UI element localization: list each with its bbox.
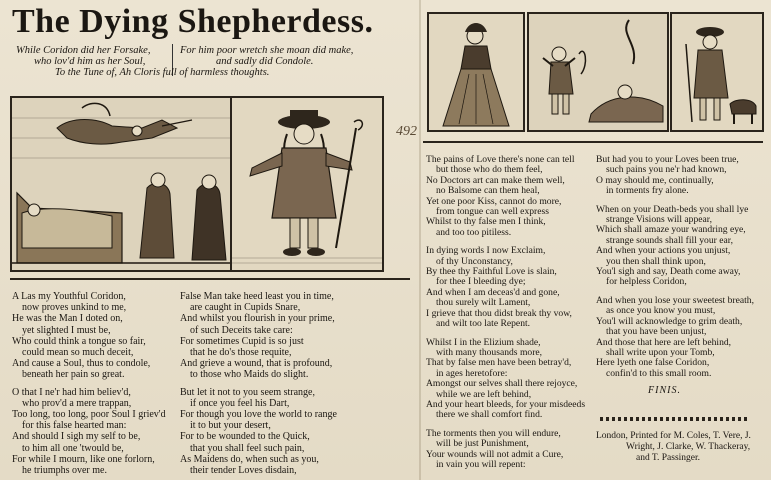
subtitle-left-line-1: While Coridon did her Forsake, <box>16 45 151 56</box>
verse-line: of thy Unconstancy, <box>436 255 513 267</box>
verse-line: shall write upon your Tomb, <box>606 346 715 358</box>
verse-line: no Balsome can them heal, <box>436 185 540 197</box>
ballad-title: The Dying Shepherdess. <box>12 3 374 40</box>
verse-line: That by false men have been betray'd, <box>426 357 572 369</box>
verse-line: while we are left behind, <box>436 388 532 400</box>
verse-line: Here lyeth one false Coridon, <box>596 357 710 369</box>
verse-line: you then shall think upon, <box>606 255 706 267</box>
woodcut-shepherd-with-dog <box>670 12 764 132</box>
printer-imprint <box>596 431 751 464</box>
verse-line: that he do's those requite, <box>190 347 292 359</box>
verse-line: O that I ne'r had him believ'd, <box>12 386 131 398</box>
verse-column-2 <box>180 291 337 476</box>
verse-line: And cause a Soul, thus to condole, <box>12 358 151 370</box>
verse-line: And when your actions you unjust, <box>596 245 731 257</box>
verse-line: strange sounds shall fill your ear, <box>606 234 733 246</box>
verse-line: And when I am deceas'd and gone, <box>426 286 560 298</box>
verse-line: A Las my Youthful Coridon, <box>12 291 126 302</box>
verse-line: and too too pitiless. <box>436 226 512 238</box>
verse-line: And when you lose your sweetest breath, <box>596 294 754 306</box>
imprint-line: and T. Passinger. <box>636 453 701 463</box>
handwritten-number: 492 <box>396 124 417 139</box>
verse-line: that you have been unjust, <box>606 326 707 338</box>
verse-line: For though you love the world to range <box>180 409 337 421</box>
verse-line: for thee I bleeding dye; <box>436 276 526 288</box>
verse-line: beneath her pain so great. <box>22 369 125 381</box>
verse-line: yet slighted I must be, <box>22 324 111 336</box>
imprint-line: Wright, J. Clarke, W. Thackeray, <box>626 442 751 452</box>
verse-line: I grieve that thou didst break thy vow, <box>426 307 572 319</box>
finis-mark: FINIS. <box>648 385 681 396</box>
verse-line: of such Deceits take care: <box>190 324 293 336</box>
verse-line: Whilst I in the Elizium shade, <box>426 336 541 348</box>
verse-line: But had you to your Loves been true, <box>596 154 739 165</box>
verse-line: Too long, too long, poor Soul I griev'd <box>12 409 166 421</box>
verse-line: who prov'd a mere trappan, <box>22 397 132 409</box>
verse-line: Who could think a tongue so fair, <box>12 335 146 347</box>
verse-line: You'l will acknowledge to grim death, <box>596 315 743 327</box>
rule-right-top <box>423 141 763 143</box>
subtitle-right-line-1: For him poor wretch she moan did make, <box>180 45 354 56</box>
verse-line: in vain you will repent: <box>436 458 526 470</box>
verse-line: that you shall feel such pain, <box>190 442 305 454</box>
verse-line: Your wounds will not admit a Cure, <box>426 448 564 460</box>
verse-line: confin'd to this small room. <box>606 367 712 379</box>
rule-left-top <box>10 278 410 280</box>
verse-line: When on your Death-beds you shall lye <box>596 203 749 215</box>
verse-line: By thee thy Faithful Love is slain, <box>426 266 557 278</box>
verse-line: such pains you ne'r had known, <box>606 164 727 176</box>
verse-line: For while I mourn, like one forlorn, <box>12 453 155 465</box>
verse-line: thou surely wilt Lament, <box>436 297 531 309</box>
verse-column-1 <box>12 291 166 476</box>
verse-line: As Maidens do, when such as you, <box>180 453 319 465</box>
verse-line: Whilst to thy false men I think, <box>426 216 546 228</box>
verse-line: in ages heretofore: <box>436 367 508 379</box>
verse-line: as once you know you must, <box>606 305 716 317</box>
verse-line: And whilst you flourish in your prime, <box>180 313 335 325</box>
verse-line: Yet one poor Kiss, cannot do more, <box>426 195 562 207</box>
verse-line: He was the Man I doted on, <box>12 313 123 325</box>
verse-line: And should I sigh my self to be, <box>12 431 141 443</box>
woodcut-man-with-staff <box>230 96 384 272</box>
subtitle-right-line-2: and sadly did Condole. <box>216 56 314 67</box>
verse-line: The torments then you will endure, <box>426 427 561 439</box>
verse-line: No Doctors art can make them well, <box>426 174 565 186</box>
verse-line: from tongue can well express <box>436 206 549 218</box>
imprint-line: London, Printed for M. Coles, T. Vere, J. <box>596 431 751 441</box>
verse-line: In dying words I now Exclaim, <box>426 245 546 257</box>
verse-line: in torments fry alone. <box>606 185 689 197</box>
verse-line: could mean so much deceit, <box>22 347 134 359</box>
verse-line: and wilt too late Repent. <box>436 318 531 330</box>
page-fold-line <box>419 0 421 480</box>
verse-line: but those who do them feel, <box>436 164 543 176</box>
verse-line: O may should me, continually, <box>596 174 714 186</box>
verse-line: are caught in Cupids Snare, <box>190 302 301 314</box>
verse-line: there we shall comfort find. <box>436 409 543 421</box>
verse-line: For sometimes Cupid is so just <box>180 335 304 347</box>
verse-column-4 <box>596 155 754 379</box>
verse-line: And those that here are left behind, <box>596 336 732 348</box>
verse-line: Amongst our selves shall there rejoyce, <box>426 378 578 390</box>
verse-line: now proves unkind to me, <box>22 302 127 314</box>
woodcut-cupid-and-fallen-figure <box>527 12 669 132</box>
verse-line: You'l sigh and say, Death come away, <box>596 266 741 278</box>
ornamental-rule <box>600 417 750 421</box>
verse-line: False Man take heed least you in time, <box>180 291 334 302</box>
subtitle-left-line-2: who lov'd him as her Soul, <box>34 56 146 67</box>
verse-line: But let it not to you seem strange, <box>180 386 315 398</box>
verse-line: will be just Punishment, <box>436 438 529 450</box>
verse-line: And grieve a wound, that is profound, <box>180 358 333 370</box>
verse-line: their tender Loves disdain, <box>190 465 297 477</box>
verse-line: with many thousands more, <box>436 346 543 358</box>
verse-line: And your heart bleeds, for your misdeeds <box>426 398 586 410</box>
verse-line: he triumphs over me. <box>22 465 107 477</box>
verse-line: strange Visions will appear, <box>606 214 712 226</box>
verse-line: for this false hearted man: <box>22 420 127 432</box>
verse-line: for helpless Coridon, <box>606 276 687 288</box>
verse-line: it to but your desert, <box>190 420 271 432</box>
verse-line: Which shall amaze your wandring eye, <box>596 224 746 236</box>
verse-line: The pains of Love there's none can tell <box>426 154 575 165</box>
woodcut-lady-in-gown <box>427 12 525 132</box>
tune-line: To the Tune of, Ah Cloris full of harmless thoughts. <box>55 67 270 78</box>
verse-column-3 <box>426 155 585 470</box>
verse-line: to him all one 'twould be, <box>22 442 124 454</box>
woodcut-cupid-bed-scene <box>10 96 234 272</box>
verse-line: to those who Maids do slight. <box>190 369 309 381</box>
verse-line: For to be wounded to the Quick, <box>180 431 310 443</box>
verse-line: if once you feel his Dart, <box>190 397 290 409</box>
